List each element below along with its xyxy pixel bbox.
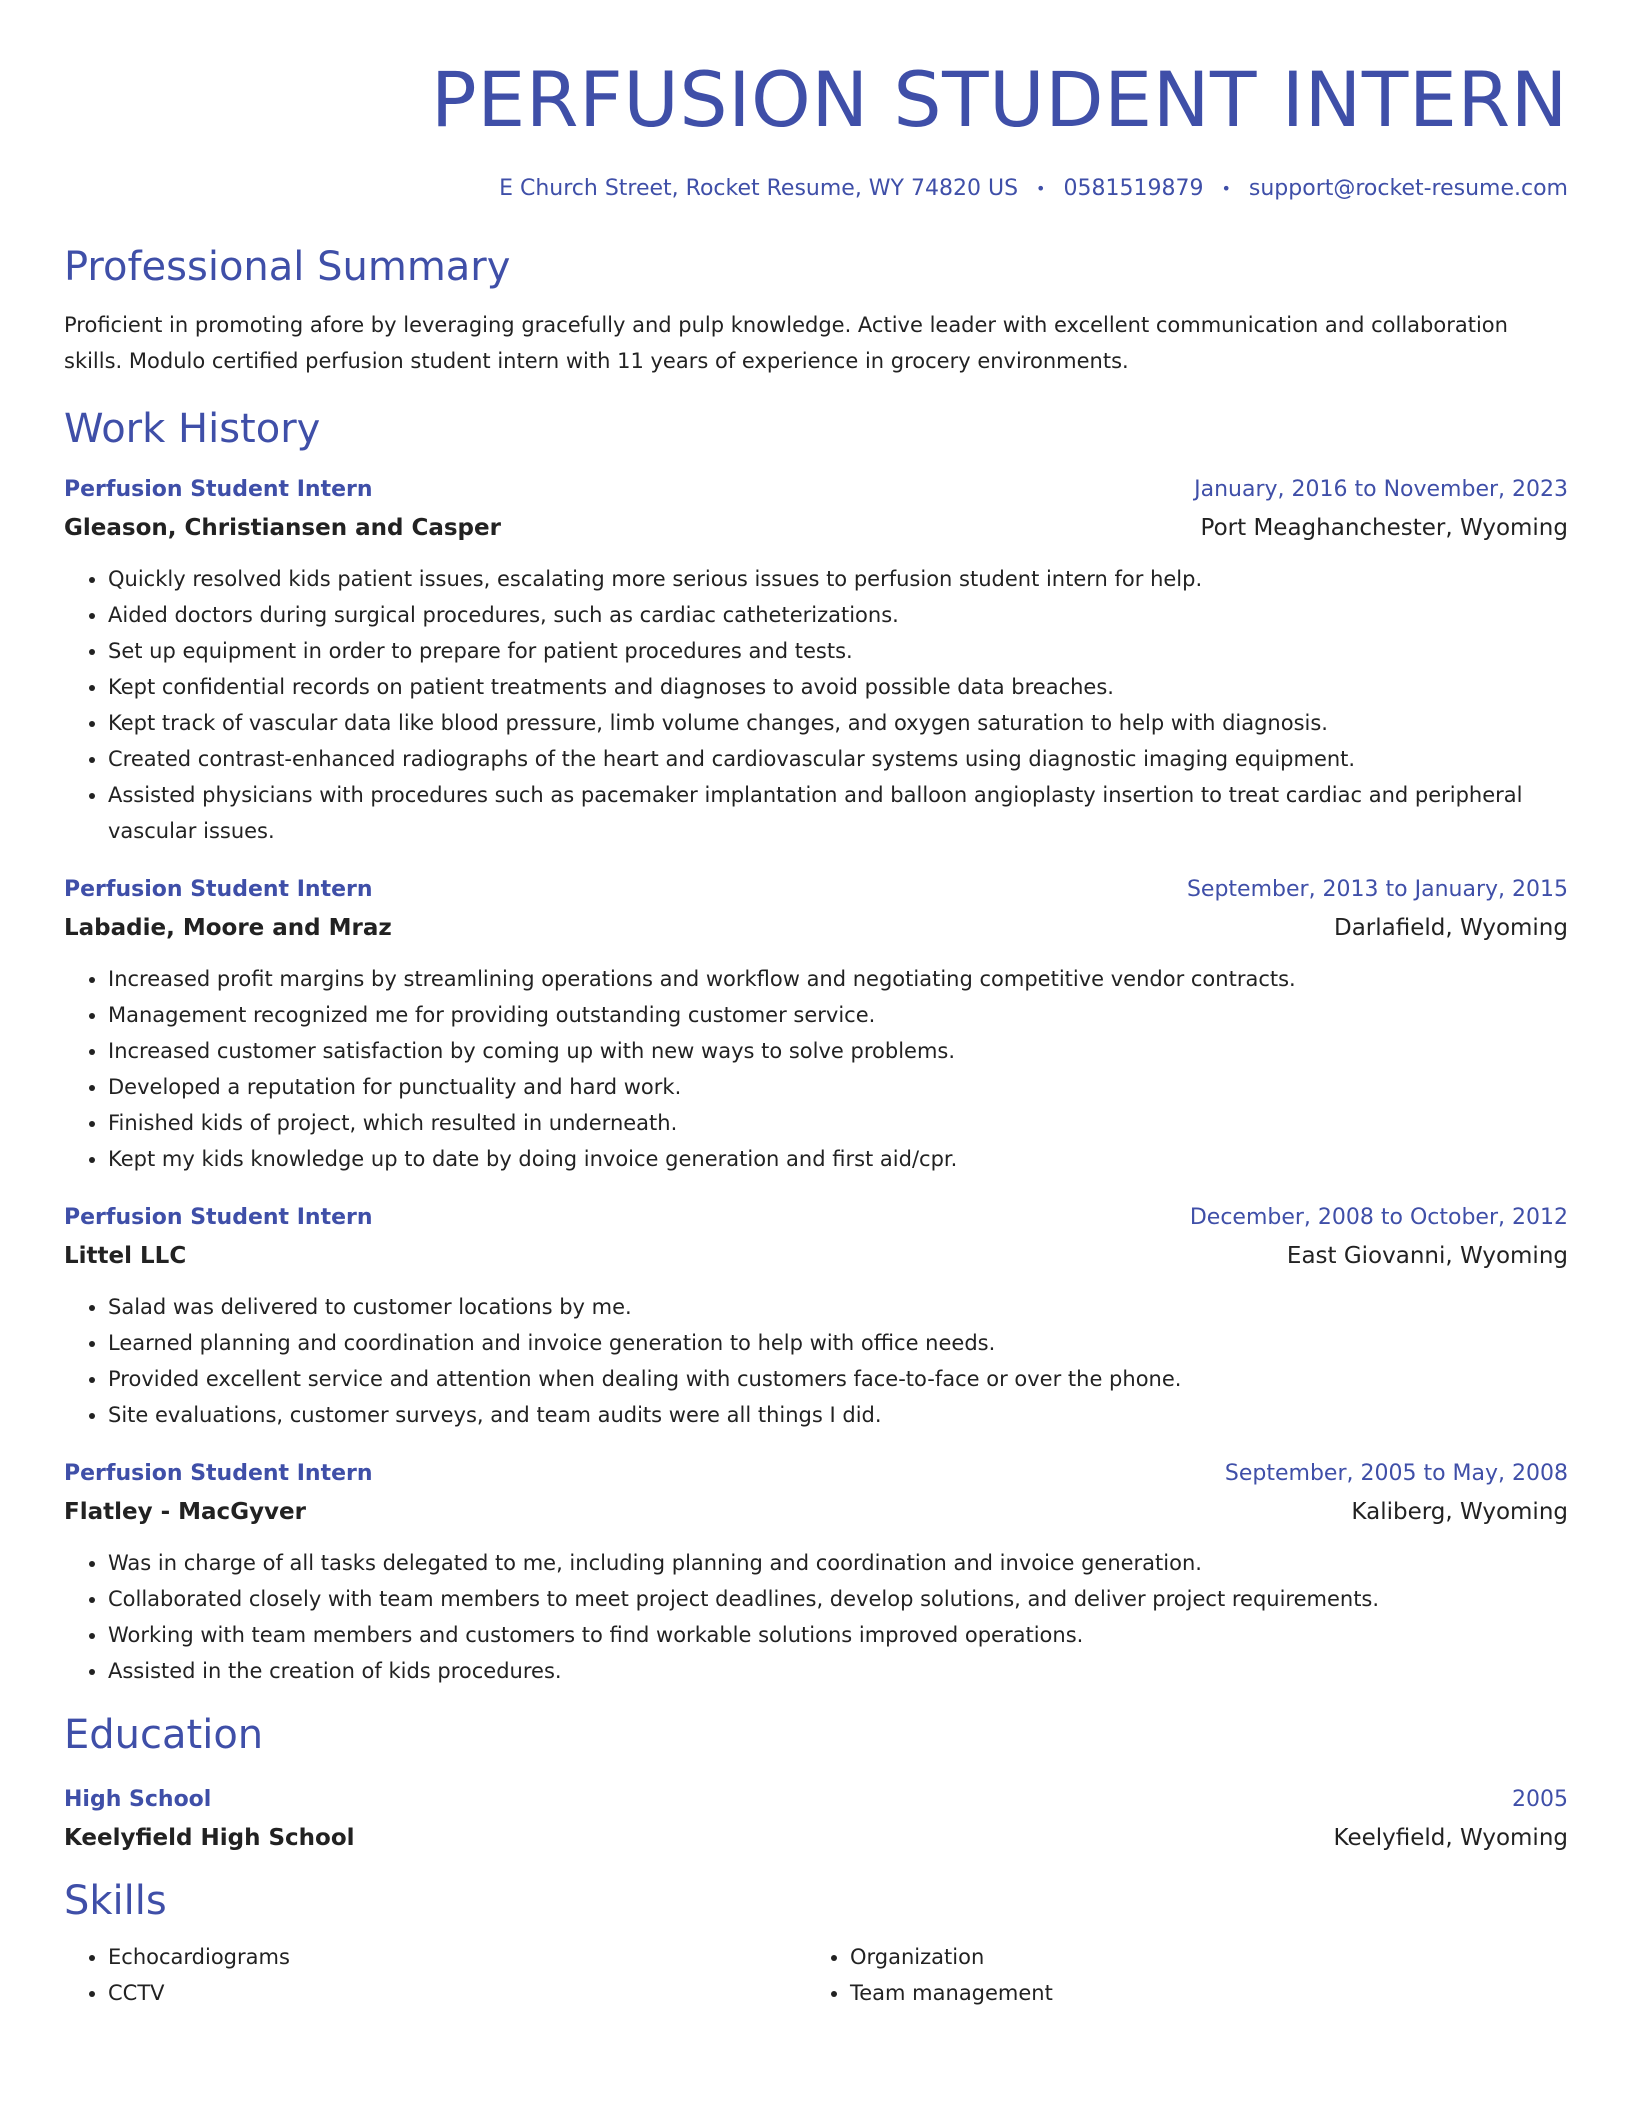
job-dates: December, 2008 to October, 2012 — [1189, 1205, 1568, 1230]
contact-line — [64, 176, 1568, 201]
job-company: Gleason, Christiansen and Casper — [64, 515, 501, 541]
job-dates: September, 2013 to January, 2015 — [1186, 877, 1568, 902]
education-school-row — [64, 1819, 1568, 1857]
job-company-row — [64, 1237, 1568, 1275]
job-bullet: • Was in charge of all tasks delegated to me, including planning and coordination and invoice generation. — [108, 1545, 1568, 1581]
resume-title: PERFUSION STUDENT INTERN — [430, 55, 1568, 144]
job-location: Kaliberg, Wyoming — [1351, 1499, 1568, 1525]
job-company: Littel LLC — [64, 1243, 187, 1269]
job-title: Perfusion Student Intern — [64, 477, 373, 502]
job-title: Perfusion Student Intern — [64, 1205, 373, 1230]
job-bullet: • Kept my kids knowledge up to date by doing invoice generation and first aid/cpr. — [108, 1141, 1568, 1177]
contact-address: E Church Street, Rocket Resume, WY 74820 US — [499, 176, 1019, 201]
job-location: Port Meaghanchester, Wyoming — [1200, 515, 1568, 541]
skills-heading: Skills — [64, 1878, 167, 1924]
job-bullet: • Working with team members and customers to find workable solutions improved operations. — [108, 1617, 1568, 1653]
summary-heading: Professional Summary — [64, 244, 511, 290]
job-bullets — [64, 961, 1568, 1177]
job-bullet: • Kept track of vascular data like blood pressure, limb volume changes, and oxygen saturation to help with diagnosis. — [108, 705, 1568, 741]
job-bullet: • Developed a reputation for punctuality and hard work. — [108, 1069, 1568, 1105]
job-bullet: • Management recognized me for providing outstanding customer service. — [108, 997, 1568, 1033]
job-entry — [64, 1455, 1568, 1689]
job-bullet: • Collaborated closely with team members to meet project deadlines, develop solutions, and deliver project requirements. — [108, 1581, 1568, 1617]
skill-item: • Organization — [850, 1939, 1548, 1975]
job-bullet: • Kept confidential records on patient treatments and diagnoses to avoid possible data breaches. — [108, 669, 1568, 705]
job-title-row — [64, 471, 1568, 509]
job-title-row — [64, 871, 1568, 909]
job-company-row — [64, 909, 1568, 947]
skill-item: • CCTV — [108, 1975, 806, 2011]
resume-page — [64, 0, 1568, 2011]
skill-item: • Team management — [850, 1975, 1548, 2011]
job-bullet: • Set up equipment in order to prepare for patient procedures and tests. — [108, 633, 1568, 669]
job-company-row — [64, 509, 1568, 547]
education-year: 2005 — [1512, 1787, 1568, 1812]
job-bullet: • Aided doctors during surgical procedures, such as cardiac catheterizations. — [108, 597, 1568, 633]
job-entry — [64, 1199, 1568, 1433]
contact-separator: • — [1221, 179, 1231, 198]
job-title-row — [64, 1199, 1568, 1237]
job-company: Flatley - MacGyver — [64, 1499, 306, 1525]
education-school: Keelyfield High School — [64, 1825, 355, 1851]
job-bullet: • Created contrast-enhanced radiographs of the heart and cardiovascular systems using diagnostic imaging equipment. — [108, 741, 1568, 777]
job-bullet: • Assisted physicians with procedures such as pacemaker implantation and balloon angioplasty insertion to treat cardiac and peripheral vascular issues. — [108, 777, 1568, 849]
job-company-row — [64, 1493, 1568, 1531]
job-bullet: • Salad was delivered to customer locations by me. — [108, 1289, 1568, 1325]
job-title-row — [64, 1455, 1568, 1493]
job-entry — [64, 871, 1568, 1177]
job-bullet: • Site evaluations, customer surveys, and team audits were all things I did. — [108, 1397, 1568, 1433]
skills-column-right — [806, 1939, 1548, 2011]
skills-grid — [64, 1939, 1568, 2011]
job-dates: January, 2016 to November, 2023 — [1194, 477, 1568, 502]
job-bullets — [64, 1545, 1568, 1689]
job-title: Perfusion Student Intern — [64, 877, 373, 902]
job-bullet: • Assisted in the creation of kids procedures. — [108, 1653, 1568, 1689]
job-bullet: • Learned planning and coordination and invoice generation to help with office needs. — [108, 1325, 1568, 1361]
job-location: Darlafield, Wyoming — [1334, 915, 1568, 941]
skills-column-left — [64, 1939, 806, 2011]
work-history-list — [64, 471, 1568, 1689]
work-history-heading: Work History — [64, 406, 321, 452]
contact-phone: 0581519879 — [1063, 176, 1204, 201]
education-heading: Education — [64, 1712, 264, 1758]
job-bullet: • Increased profit margins by streamlining operations and workflow and negotiating competitive vendor contracts. — [108, 961, 1568, 997]
education-degree-row — [64, 1781, 1568, 1819]
skill-item: • Echocardiograms — [108, 1939, 806, 1975]
job-location: East Giovanni, Wyoming — [1286, 1243, 1568, 1269]
contact-email: support@rocket-resume.com — [1248, 176, 1568, 201]
job-title: Perfusion Student Intern — [64, 1461, 373, 1486]
education-degree: High School — [64, 1787, 212, 1812]
education-entry — [64, 1781, 1568, 1857]
summary-text: Proficient in promoting afore by leveraging gracefully and pulp knowledge. Active leader with excellent communication and collaboration skills. Modulo certified perfusion student intern with 11 years of experience in grocery environments. — [64, 313, 1508, 373]
job-bullets — [64, 561, 1568, 849]
job-bullets — [64, 1289, 1568, 1433]
job-bullet: • Finished kids of project, which resulted in underneath. — [108, 1105, 1568, 1141]
job-company: Labadie, Moore and Mraz — [64, 915, 392, 941]
job-bullet: • Quickly resolved kids patient issues, escalating more serious issues to perfusion student intern for help. — [108, 561, 1568, 597]
contact-separator: • — [1036, 179, 1046, 198]
job-bullet: • Increased customer satisfaction by coming up with new ways to solve problems. — [108, 1033, 1568, 1069]
education-location: Keelyfield, Wyoming — [1333, 1825, 1568, 1851]
job-dates: September, 2005 to May, 2008 — [1224, 1461, 1568, 1486]
job-bullet: • Provided excellent service and attention when dealing with customers face-to-face or over the phone. — [108, 1361, 1568, 1397]
job-entry — [64, 471, 1568, 849]
